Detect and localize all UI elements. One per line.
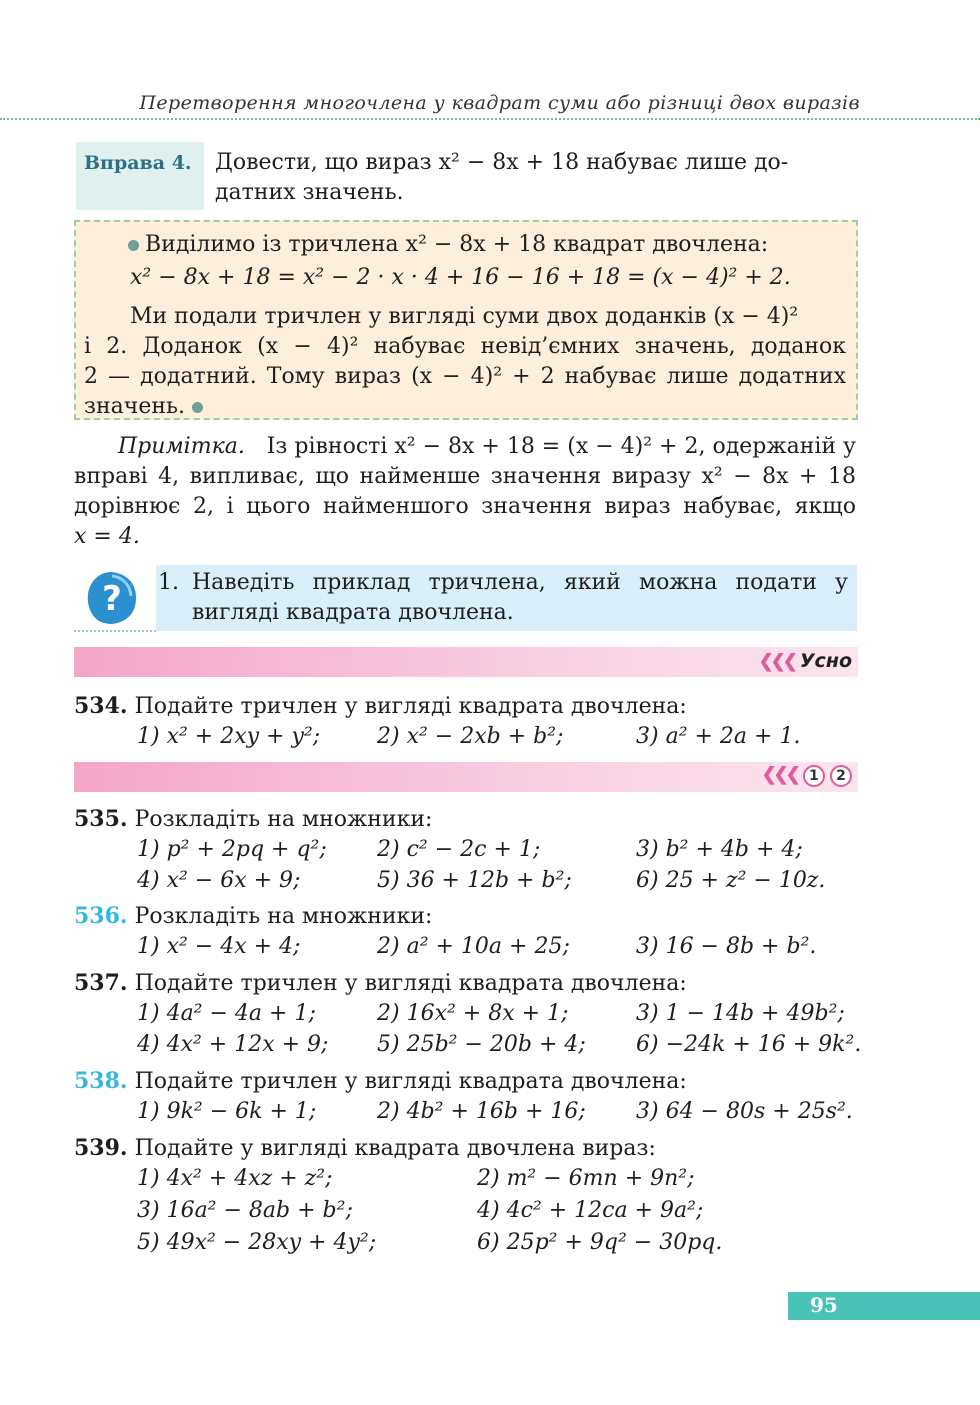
item: 1) 4x² + 4xz + z²;	[137, 1166, 333, 1191]
item: 5) 49x² − 28xy + 4y²;	[137, 1230, 377, 1255]
exercise-line-1: Довести, що вираз x² − 8x + 18 набуває лише до-	[215, 150, 789, 175]
problem-text: Подайте тричлен у вигляді квадрата двочлена:	[134, 971, 687, 996]
solution-box	[74, 220, 858, 420]
item: 3) 16a² − 8ab + b²;	[137, 1198, 353, 1223]
solution-line-6	[84, 392, 209, 422]
item: 6) −24k + 16 + 9k².	[636, 1032, 862, 1057]
oral-banner-label	[759, 650, 852, 672]
item: 1) 4a² − 4a + 1;	[137, 1001, 316, 1026]
problem-text: Подайте тричлен у вигляді квадрата двочлена:	[134, 1069, 687, 1094]
item: 1) p² + 2pq + q²;	[137, 837, 327, 862]
question-box	[156, 565, 857, 631]
question-icon-area	[74, 566, 156, 632]
item: 1) 9k² − 6k + 1;	[137, 1099, 317, 1124]
item: 4) 4x² + 12x + 9;	[137, 1032, 329, 1057]
item: 2) a² + 10a + 25;	[377, 934, 570, 959]
problem-536	[74, 901, 432, 932]
levels-banner	[74, 762, 858, 792]
levels-banner-label	[762, 764, 852, 787]
bullet-dot-icon	[128, 240, 139, 251]
chevron-left-icon: ❮❮❮	[758, 651, 795, 672]
header-divider	[0, 118, 980, 120]
item: 3) 16 − 8b + b².	[636, 934, 817, 959]
question-mark-icon	[82, 568, 142, 628]
note-line-3: дорівнює 2, і цього найменшого значення вираз набуває, якщо	[74, 494, 856, 519]
question-line-2: вигляді квадрата двочлена.	[192, 600, 514, 625]
level-2-badge: 2	[830, 765, 852, 787]
problem-text: Подайте у вигляді квадрата двочлена вираз:	[134, 1136, 656, 1161]
item: 2) 4b² + 16b + 16;	[377, 1099, 586, 1124]
question-number: 1.	[158, 570, 179, 595]
problem-text: Розкладіть на множники:	[134, 904, 433, 929]
solution-line-1	[128, 230, 768, 260]
item: 6) 25 + z² − 10z.	[636, 868, 826, 893]
problem-535	[74, 804, 432, 835]
solution-line-2: x² − 8x + 18 = x² − 2 · x · 4 + 16 − 16 + 18 = (x − 4)² + 2.	[130, 265, 791, 290]
problem-number: 538.	[74, 1068, 128, 1094]
note-line-1	[118, 432, 856, 462]
item: 1) x² − 4x + 4;	[137, 934, 301, 959]
problem-538	[74, 1066, 687, 1097]
problem-534	[74, 691, 687, 722]
oral-banner	[74, 647, 858, 677]
problem-number: 539.	[74, 1135, 128, 1161]
item: 2) x² − 2xb + b²;	[377, 724, 564, 749]
note-text-1: Із рівності x² − 8x + 18 = (x − 4)² + 2, одержаній у	[266, 434, 856, 459]
item: 6) 25p² + 9q² − 30pq.	[477, 1230, 723, 1255]
item: 2) c² − 2c + 1;	[377, 837, 541, 862]
note-line-2: вправі 4, випливає, що найменше значення виразу x² − 8x + 18	[74, 464, 856, 489]
level-1-badge: 1	[803, 765, 825, 787]
problem-number: 537.	[74, 970, 128, 996]
exercise-statement	[215, 148, 855, 208]
item: 3) 64 − 80s + 25s².	[636, 1099, 853, 1124]
problem-number: 536.	[74, 903, 128, 929]
solution-line-4: і 2. Доданок (x − 4)² набуває невід’ємних значень, доданок	[84, 334, 846, 359]
solution-text-6: значень.	[84, 394, 185, 419]
svg-text:?: ?	[102, 579, 122, 619]
solution-line-3: Ми подали тричлен у вигляді суми двох доданків (x − 4)²	[130, 304, 799, 329]
item: 4) 4c² + 12ca + 9a²;	[477, 1198, 704, 1223]
item: 3) b² + 4b + 4;	[636, 837, 803, 862]
item: 2) 16x² + 8x + 1;	[377, 1001, 569, 1026]
exercise-label: Вправа 4.	[76, 142, 204, 210]
page-number: 95	[788, 1292, 980, 1320]
problem-537	[74, 968, 687, 999]
item: 4) x² − 6x + 9;	[137, 868, 301, 893]
question-line-1: Наведіть приклад тричлена, який можна подати у	[192, 570, 848, 595]
oral-label: Усно	[799, 650, 852, 672]
solution-text-1: Виділимо із тричлена x² − 8x + 18 квадрат двочлена:	[145, 232, 769, 257]
exercise-line-2: датних значень.	[215, 180, 404, 205]
item: 2) m² − 6mn + 9n²;	[477, 1166, 695, 1191]
problem-number: 535.	[74, 806, 128, 832]
solution-line-5: 2 — додатний. Тому вираз (x − 4)² + 2 набуває лише додатних	[84, 364, 846, 389]
item: 3) a² + 2a + 1.	[636, 724, 801, 749]
problem-text: Розкладіть на множники:	[134, 807, 433, 832]
problem-539	[74, 1133, 656, 1164]
item: 5) 36 + 12b + b²;	[377, 868, 572, 893]
note-line-4: x = 4.	[74, 524, 140, 549]
chevron-left-icon: ❮❮❮	[761, 764, 798, 785]
problem-text: Подайте тричлен у вигляді квадрата двочлена:	[134, 694, 687, 719]
item: 5) 25b² − 20b + 4;	[377, 1032, 586, 1057]
item: 3) 1 − 14b + 49b²;	[636, 1001, 845, 1026]
running-header: Перетворення многочлена у квадрат суми або різниці двох виразів	[139, 92, 860, 114]
bullet-dot-icon	[192, 402, 203, 413]
item: 1) x² + 2xy + y²;	[137, 724, 321, 749]
note-lead: Примітка.	[118, 434, 245, 459]
problem-number: 534.	[74, 693, 128, 719]
